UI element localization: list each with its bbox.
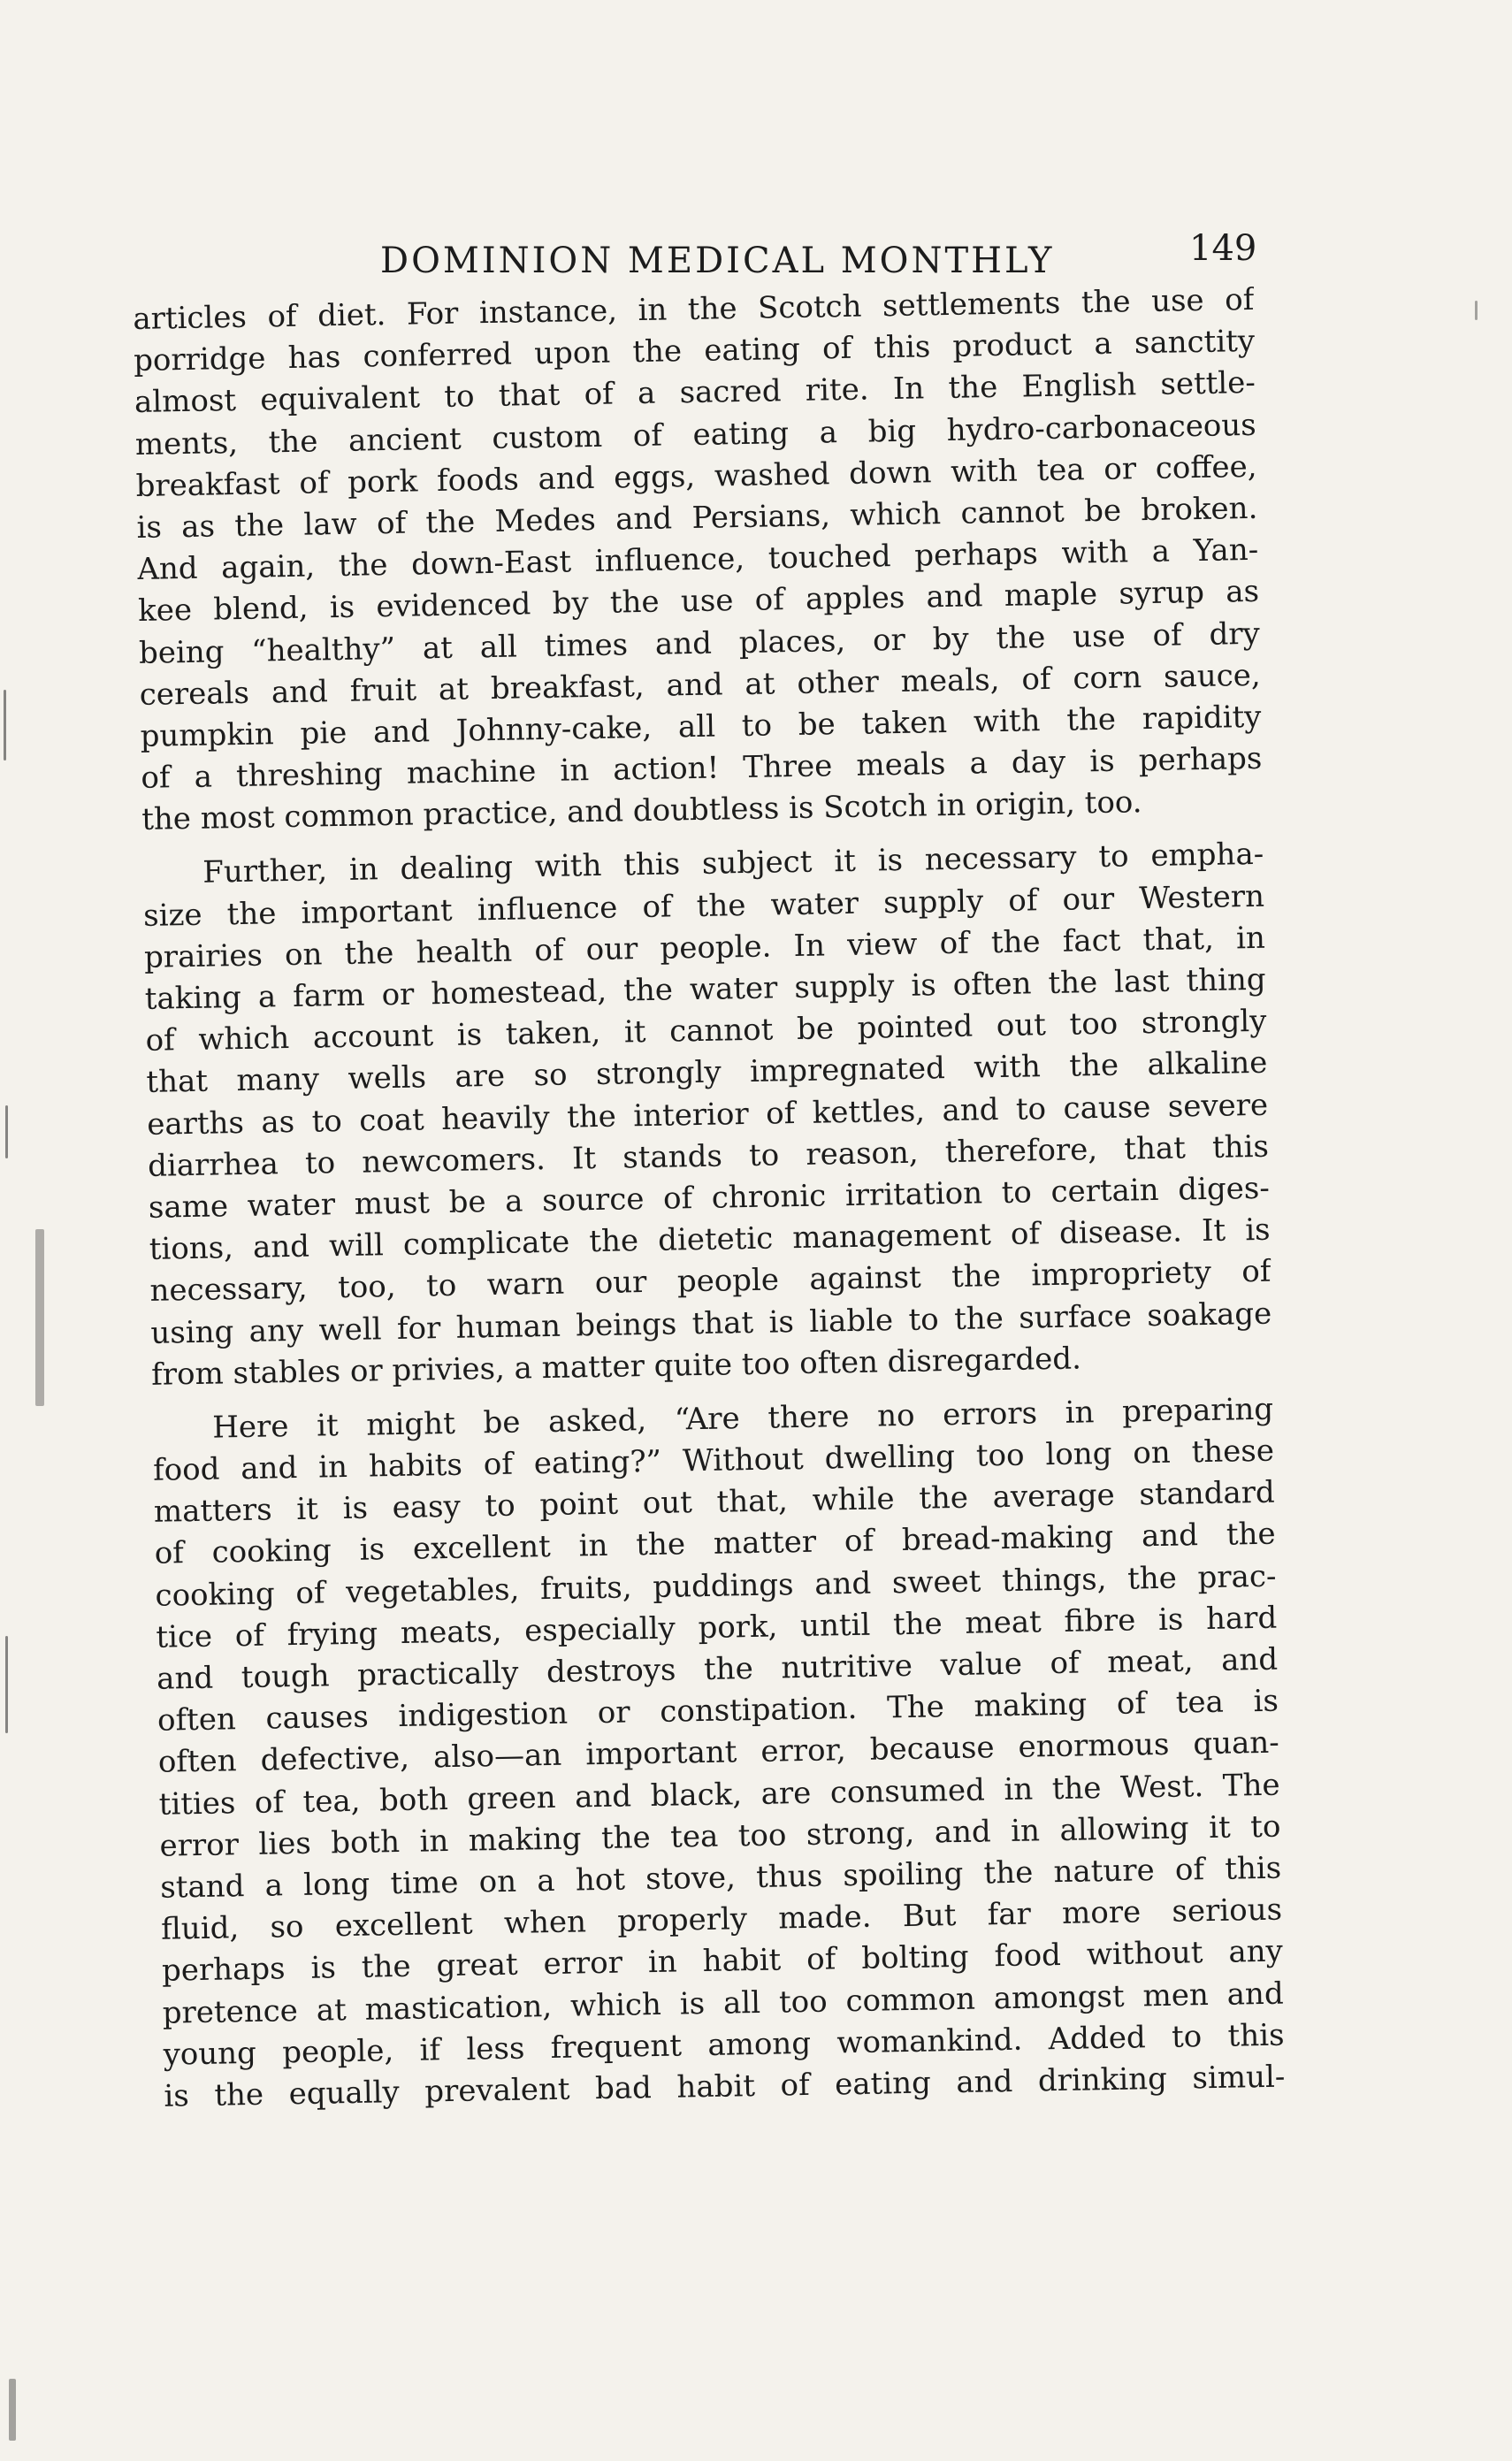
text-line: almost equivalent to that of a sacred rite. In the English settle- — [134, 365, 1256, 421]
scan-mark — [35, 1229, 44, 1406]
text-line: from stables or privies, a matter quite too often disregarded. — [150, 1341, 1082, 1393]
text-line: often causes indigestion or constipation. The making of tea is — [157, 1683, 1279, 1739]
text-line: young people, if less frequent among womankind. Added to this — [163, 2017, 1285, 2073]
text-line: food and in habits of eating?” Without dwelling too long on these — [152, 1433, 1275, 1488]
paragraph-3 — [152, 1389, 1286, 2118]
scan-mark — [9, 2379, 16, 2441]
text-line: tions, and will complicate the dietetic management of disease. It is — [149, 1211, 1271, 1267]
text-line: of a threshing machine in action! Three meals a day is perhaps — [141, 740, 1263, 796]
text-line: matters it is easy to point out that, while the average standard — [153, 1474, 1276, 1531]
text-line: articles of diet. For instance, in the Scotch settlements the use of — [133, 281, 1255, 337]
text-line: same water must be a source of chronic irritation to certain diges- — [148, 1170, 1271, 1226]
scan-mark — [5, 1636, 8, 1733]
text-line: diarrhea to newcomers. It stands to reason, therefore, that this — [147, 1128, 1270, 1184]
paragraph-1 — [133, 279, 1264, 841]
text-line: Here it might be asked, “Are there no errors in preparing — [211, 1391, 1274, 1446]
scan-mark — [4, 690, 6, 760]
text-line: fluid, so excellent when properly made. But far more serious — [160, 1892, 1283, 1947]
text-line: And again, the down-East influence, touched perhaps with a Yan- — [136, 531, 1259, 588]
text-line: taking a farm or homestead, the water supply is often the last thing — [144, 961, 1266, 1017]
text-line: error lies both in making the tea too strong, and in allowing it to — [159, 1808, 1281, 1864]
text-line: that many wells are so strongly impregnated with the alkaline — [146, 1045, 1268, 1101]
text-line: kee blend, is evidenced by the use of apples and maple syrup as — [137, 574, 1260, 630]
text-line: porridge has conferred upon the eating of this product a sanctity — [133, 324, 1256, 379]
text-line: necessary, too, to warn our people against the impropriety of — [149, 1254, 1271, 1310]
text-line: being “healthy” at all times and places, or by the use of dry — [138, 615, 1261, 671]
text-line: of cooking is excellent in the matter of bread-making and the — [154, 1517, 1276, 1572]
text-line: ments, the ancient custom of eating a big hydro-carbonaceous — [134, 407, 1257, 462]
text-line: often defective, also—an important error, because enormous quan- — [157, 1724, 1280, 1781]
scan-mark — [1475, 301, 1478, 320]
text-line: breakfast of pork foods and eggs, washed down with tea or coffee, — [135, 448, 1257, 504]
text-line: cooking of vegetables, fruits, puddings and sweet things, the prac- — [155, 1558, 1277, 1614]
journal-title: DOMINION MEDICAL MONTHLY — [380, 241, 1055, 281]
text-line: stand a long time on a hot stove, thus spoiling the nature of this — [160, 1850, 1282, 1906]
scan-mark — [5, 1105, 8, 1158]
text-line: cereals and fruit at breakfast, and at other meals, of corn sauce, — [139, 657, 1261, 713]
page-number: 149 — [1189, 228, 1257, 269]
text-line: pretence at mastication, which is all too common amongst men and — [162, 1976, 1284, 2031]
text-line: earths as to coat heavily the interior of kettles, and to cause severe — [146, 1087, 1269, 1143]
text-line: Further, in dealing with this subject it is necessary to empha- — [202, 837, 1264, 891]
text-line: and tough practically destroys the nutritive value of meat, and — [156, 1641, 1279, 1697]
text-line: tice of frying meats, especially pork, until the meat fibre is hard — [156, 1600, 1278, 1655]
text-line: using any well for human beings that is liable to the surface soakage — [150, 1295, 1272, 1351]
text-line: is as the law of the Medes and Persians, which cannot be broken. — [136, 490, 1258, 546]
text-line: is the equally prevalent bad habit of eating and drinking simul- — [164, 2059, 1286, 2114]
body-text — [133, 279, 1286, 2118]
text-line: prairies on the health of our people. In view of the fact that, in — [143, 920, 1266, 975]
paragraph-2 — [142, 834, 1273, 1395]
text-line: tities of tea, both green and black, are consumed in the West. The — [158, 1767, 1280, 1823]
text-line: size the important influence of the water supply of our Western — [142, 878, 1265, 934]
text-line: the most common practice, and doubtless is Scotch in origin, too. — [141, 784, 1142, 838]
text-line: pumpkin pie and Johnny-cake, all to be taken with the rapidity — [140, 699, 1262, 754]
text-line: of which account is taken, it cannot be pointed out too strongly — [145, 1003, 1267, 1059]
text-line: perhaps is the great error in habit of bolting food without any — [161, 1933, 1284, 1990]
